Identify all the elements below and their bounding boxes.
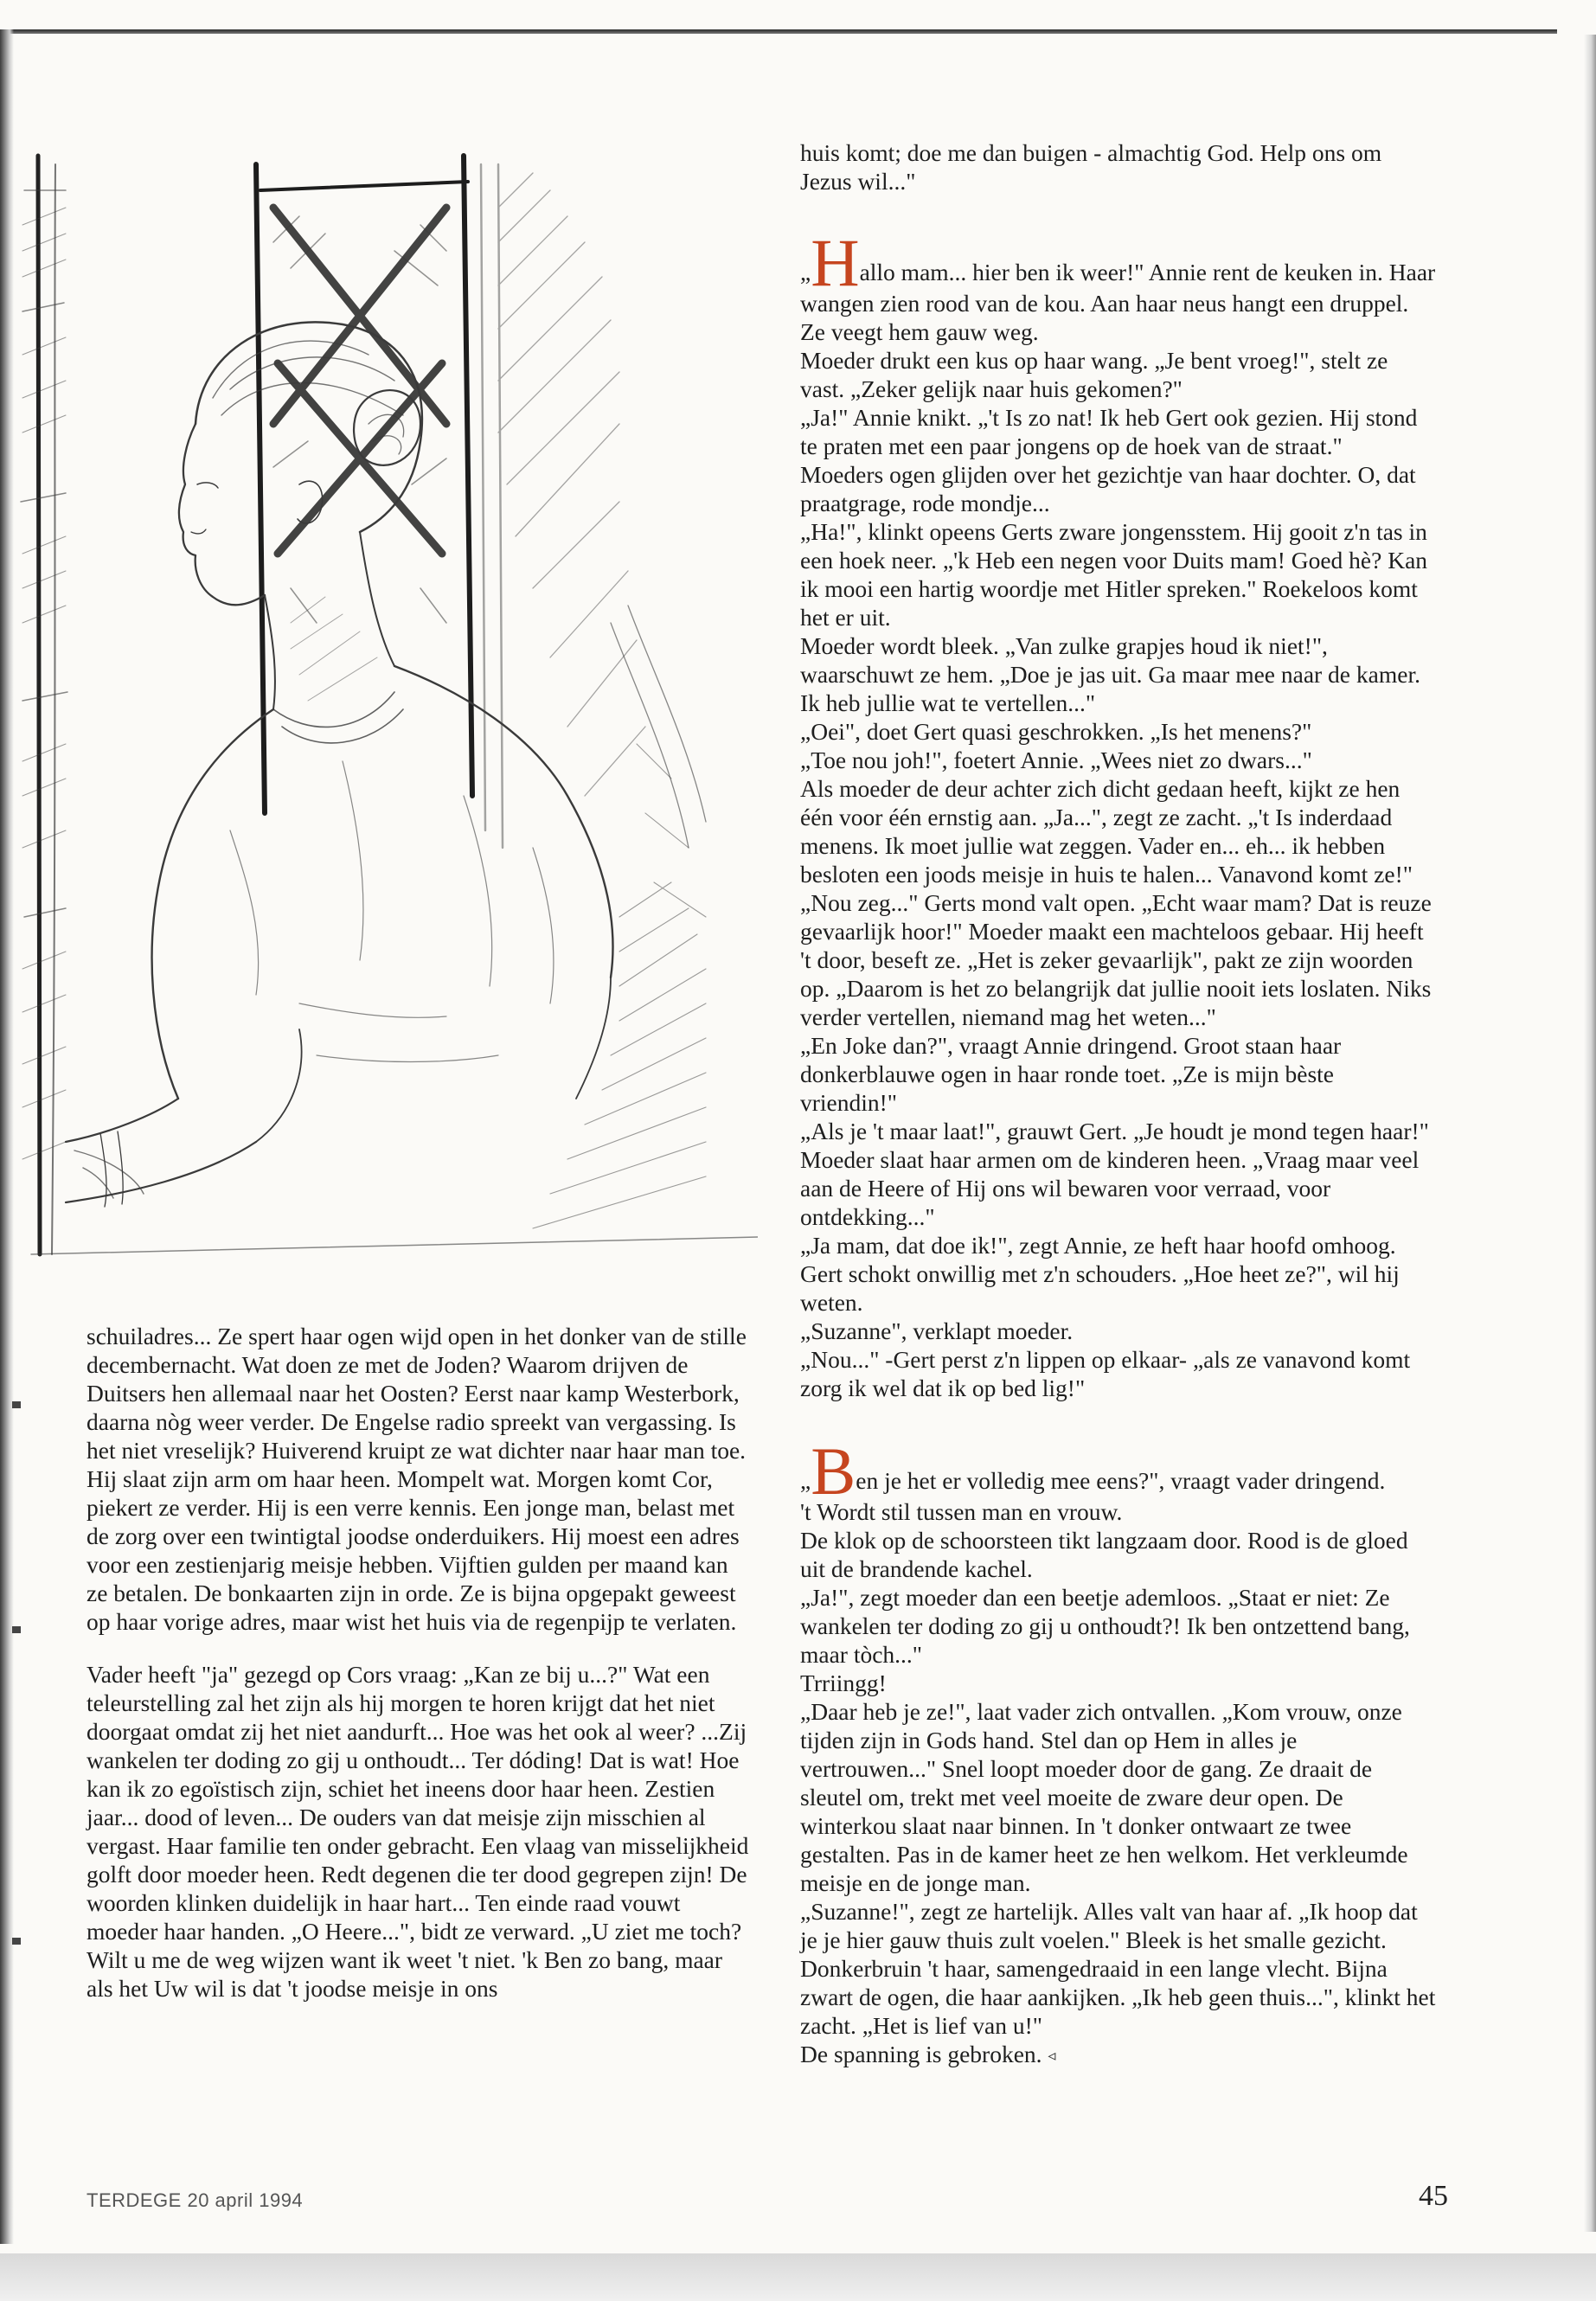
section-first-paragraph [800, 225, 1436, 346]
page-bottom-edge [0, 2253, 1596, 2301]
dropcap: H [811, 225, 860, 300]
right-paragraph: „Nou..." -Gert perst z'n lippen op elkaar- „als ze vanavond komt zorg ik wel dat ik op bed lig!" [800, 1346, 1411, 1401]
page-right-edge [1584, 35, 1596, 2232]
binding-mark [12, 1938, 21, 1945]
right-paragraph: Moeder wordt bleek. „Van zulke grapjes houd ik niet!", waarschuwt ze hem. „Doe je jas uit. Ga maar mee naar de kamer. Ik heb jullie wat te vertellen..." [800, 632, 1420, 716]
last-paragraph [800, 2040, 1436, 2070]
binding-mark [12, 1626, 21, 1633]
section-first-paragraph [800, 1433, 1436, 1509]
right-paragraph: „Suzanne", verklapt moeder. [800, 1317, 1074, 1344]
section-ben-je [800, 1433, 1436, 2070]
right-paragraph: „Toe nou joh!", foetert Annie. „Wees niet zo dwars..." [800, 747, 1312, 773]
right-paragraph: Trriingg! [800, 1670, 887, 1696]
right-paragraph: Als moeder de deur achter zich dicht gedaan heeft, kijkt ze hen één voor één ernstig aan. „Ja...", zegt ze zacht. „'t Is inderdaad menens. Ik moet jullie wat zeggen. Vader en... eh... ik hebben besloten een joods meisje in huis te halen... Vanavond komt ze!" [800, 775, 1413, 888]
right-paragraph: „Ja!" Annie knikt. „'t Is zo nat! Ik heb Gert ook gezien. Hij stond te praten met een paar jongens op de hoek van de straat." [800, 404, 1418, 459]
end-mark-icon: ◃ [1048, 2047, 1056, 2064]
right-paragraph: Moeders ogen glijden over het gezichtje van haar dochter. O, dat praatgrage, rode mondje... [800, 461, 1416, 516]
right-paragraph: De klok op de schoorsteen tikt langzaam door. Rood is de gloed uit de brandende kachel. [800, 1527, 1408, 1582]
page-top-edge [0, 29, 1557, 34]
right-paragraph: „Als je 't maar laat!", grauwt Gert. „Je houdt je mond tegen haar!" Moeder slaat haar armen om de kinderen heen. „Vraag maar veel aan de Heere of Hij ons wil bewaren voor verraad, voor ontdekking..." [800, 1118, 1429, 1230]
left-paragraph: schuiladres... Ze spert haar ogen wijd open in het donker van de stille decembernacht. Wat doen ze met de Joden? Waarom drijven de Duitsers hen allemaal naar het Oosten? Eerst naar kamp Westerbork, daarna nòg weer verder. De Engelse radio spreekt van vergassing. Is het niet vreselijk? Huiverend kruipt ze wat dichter naar haar man toe. Hij slaat zijn arm om haar heen. Mompelt wat. Morgen komt Cor, piekert ze verder. Hij is een verre kennis. Een jonge man, belast met de zorg over een twintigtal joodse onderduikers. Hij moest een adres voor een zestienjarig meisje hebben. Vijftien gulden per maand kan ze betalen. De bonkaarten zijn in orde. Ze is bijna opgepakt geweest op haar vorige adres, maar wist het huis via de regenpijp te verlaten. [87, 1323, 747, 1635]
right-paragraph: „Ja mam, dat doe ik!", zegt Annie, ze heft haar hoofd omhoog. Gert schokt onwillig met z'n schouders. „Hoe heet ze?", wil hij weten. [800, 1232, 1400, 1316]
dropcap: B [811, 1433, 856, 1509]
right-paragraph: „Oei", doet Gert quasi geschrokken. „Is het menens?" [800, 718, 1312, 745]
binding-mark [12, 1401, 21, 1408]
right-paragraph: 't Wordt stil tussen man en vrouw. [800, 1498, 1123, 1525]
right-paragraph: „Ja!", zegt moeder dan een beetje ademloos. „Staat er niet: Ze wankelen ter doding zo gij u onthoudt?! Ik ben ontzettend bang, maar tòch..." [800, 1584, 1410, 1668]
right-paragraph: „Suzanne!", zegt ze hartelijk. Alles valt van haar af. „Ik hoop dat je je hier gauw thuis zult voelen." Bleek is het smalle gezicht. Donkerbruin 't haar, samengedraaid in een lange vlecht. Bijna zwart de ogen, die haar aankijken. „Ik heb geen thuis...", klinkt het zacht. „Het is lief van u!" [800, 1898, 1436, 2039]
section-first-text: en je het er volledig mee eens?", vraagt vader dringend. [856, 1467, 1386, 1494]
right-paragraph: „En Joke dan?", vraagt Annie dringend. Groot staan haar donkerblauwe ogen in haar ronde toet. „Ze is mijn bèste vriendin!" [800, 1032, 1342, 1116]
right-column [800, 138, 1436, 2070]
last-paragraph-text: De spanning is gebroken. [800, 2041, 1042, 2067]
left-column [87, 1322, 753, 2003]
right-paragraph: Moeder drukt een kus op haar wang. „Je bent vroeg!", stelt ze vast. „Zeker gelijk naar huis gekomen?" [800, 347, 1388, 402]
right-intro-paragraph: huis komt; doe me dan buigen - almachtig God. Help ons om Jezus wil..." [800, 139, 1382, 195]
quote-open: „ [800, 1467, 811, 1494]
pencil-sketch-illustration [14, 138, 758, 1272]
publication-footer: TERDEGE 20 april 1994 [87, 2189, 304, 2211]
page-number: 45 [1419, 2180, 1448, 2212]
section-hallo [800, 225, 1436, 1402]
left-paragraph: Vader heeft "ja" gezegd op Cors vraag: „Kan ze bij u...?" Wat een teleurstelling zal het zijn als hij morgen te horen krijgt dat het niet doorgaat omdat zij het niet aandurft... Hoe was het ook al weer? ...Zij wankelen ter doding zo gij u onthoudt... Ter dóding! Dat is wat! Hoe kan ik zo egoïstisch zijn, schiet het ineens door haar heen. Zestien jaar... dood of leven... De ouders van dat meisje zijn misschien al vergast. Haar familie ten onder gebracht. Een vlaag van misselijkheid golft door moeder heen. Redt degenen die ter dood gegrepen zijn! De woorden klinken duidelijk in haar hart... Ten einde raad vouwt moeder haar handen. „O Heere...", bidt ze verward. „U ziet me toch? Wilt u me de weg wijzen want ik weet 't niet. 'k Ben zo bang, maar als het Uw wil is dat 't joodse meisje in ons [87, 1661, 749, 2002]
right-paragraph: „Ha!", klinkt opeens Gerts zware jongensstem. Hij gooit z'n tas in een hoek neer. „'k Heb een negen voor Duits mam! Goed hè? Kan ik mooi een hartig woordje met Hitler spreken." Roekeloos komt het er uit. [800, 518, 1428, 631]
right-paragraph: „Daar heb je ze!", laat vader zich ontvallen. „Kom vrouw, onze tijden zijn in Gods hand. Stel dan op Hem in alles je vertrouwen..." Snel loopt moeder door de gang. Ze draait de sleutel om, trekt met veel moeite de zware deur open. De winterkou slaat naar binnen. In 't donker ontwaart ze twee gestalten. Pas in de kamer heet ze hen welkom. Het verkleumde meisje en de jonge man. [800, 1698, 1408, 1896]
section-first-text: allo mam... hier ben ik weer!" Annie rent de keuken in. Haar wangen zien rood van de kou. Aan haar neus hangt een druppel. Ze veegt hem gauw weg. [800, 259, 1436, 345]
binding-shadow [0, 29, 14, 2244]
right-paragraph: „Nou zeg..." Gerts mond valt open. „Echt waar mam? Dat is reuze gevaarlijk hoor!" Moeder maakt een machteloos gebaar. Hij heeft 't door, beseft ze. „Het is zeker gevaarlijk", pakt ze zijn woorden op. „Daarom is het zo belangrijk dat jullie nooit iets loslaten. Niks verder vertellen, niemand mag het weten..." [800, 889, 1432, 1030]
quote-open: „ [800, 259, 811, 285]
